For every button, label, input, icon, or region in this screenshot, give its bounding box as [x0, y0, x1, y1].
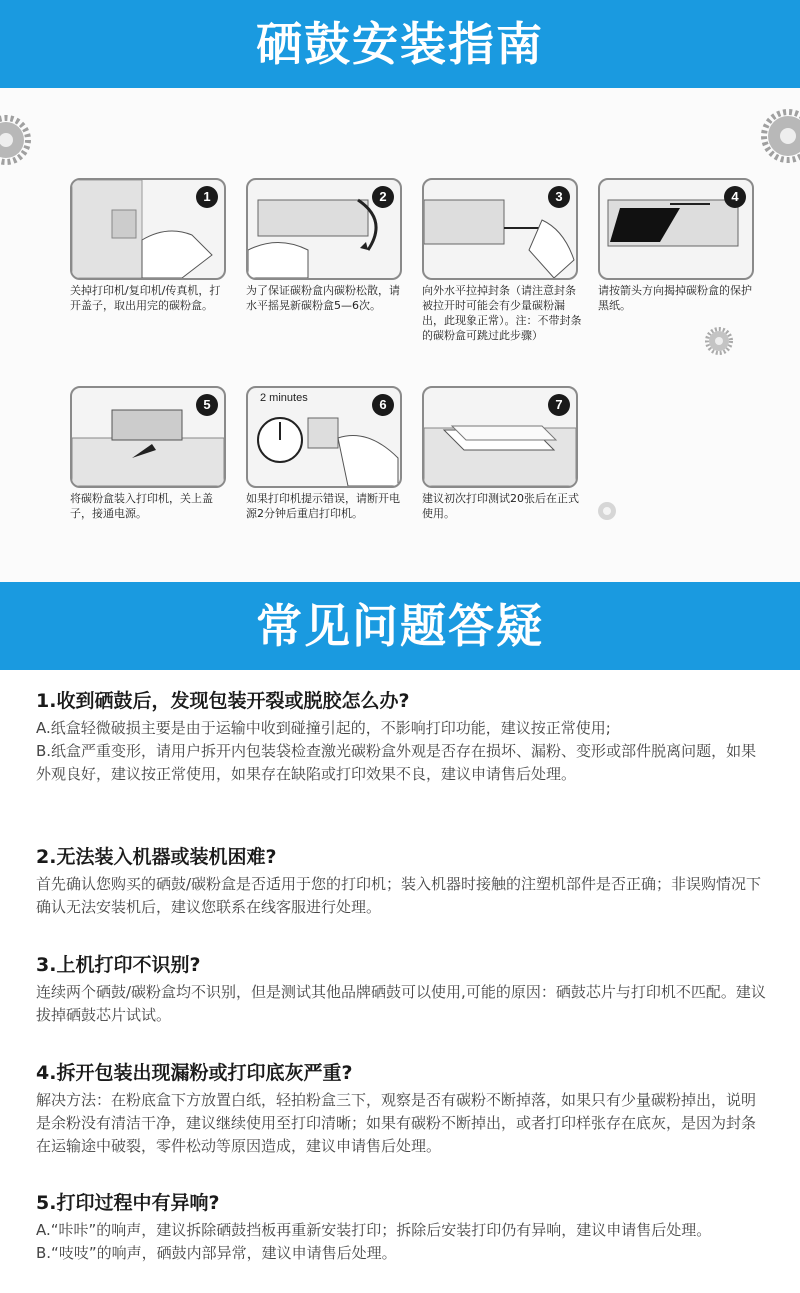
faq-banner	[0, 582, 800, 670]
step-5-caption: 将碳粉盒装入打印机，关上盖子，接通电源。	[70, 492, 213, 520]
faq-question: 1.收到硒鼓后，发现包装开裂或脱胶怎么办?	[36, 690, 410, 712]
faq-item-3	[36, 952, 768, 1027]
step-6-caption: 如果打印机提示错误，请断开电源2分钟后重启打印机。	[246, 492, 400, 520]
gear-decoration-icon	[0, 110, 32, 170]
faq-answer: 解决方法：在粉底盒下方放置白纸，轻拍粉盒三下，观察是否有碳粉不断掉落，如果只有少量碳粉掉出，说明是余粉没有清洁干净，建议继续使用至打印清晰；如果有碳粉不断掉出，或者打印样张存在底灰，是因为封条在运输途中破裂，零件松动等原因造成，建议申请售后处理。	[36, 1091, 757, 1155]
step-2-illustration	[246, 178, 402, 280]
step-6-illustration	[246, 386, 402, 488]
step-1-illustration	[70, 178, 226, 280]
step-number-badge: 3	[548, 186, 570, 208]
step-2-caption: 为了保证碳粉盒内碳粉松散，请水平摇晃新碳粉盒5—6次。	[246, 284, 400, 312]
faq-item-4	[36, 1060, 768, 1158]
faq-item-1	[36, 688, 768, 786]
faq-answer: 连续两个硒鼓/碳粉盒均不识别，但是测试其他品牌硒鼓可以使用,可能的原因：硒鼓芯片与打印机不匹配。建议拔掉硒鼓芯片试试。	[36, 983, 766, 1024]
step-number-badge: 5	[196, 394, 218, 416]
faq-answer: B.“吱吱”的响声，硒鼓内部异常，建议申请售后处理。	[36, 1244, 397, 1262]
two-minutes-label: 2 minutes	[260, 392, 308, 404]
faq-answer: B.纸盒严重变形，请用户拆开内包装袋检查激光碳粉盒外观是否存在损坏、漏粉、变形或部件脱离问题，如果外观良好，建议按正常使用，如果存在缺陷或打印效果不良，建议申请售后处理。	[36, 742, 757, 783]
step-4-illustration	[598, 178, 754, 280]
faq-question: 2.无法装入机器或装机困难?	[36, 846, 277, 868]
step-1-caption: 关掉打印机/复印机/传真机，打开盖子，取出用完的碳粉盒。	[70, 284, 221, 312]
faq-answer: 首先确认您购买的硒鼓/碳粉盒是否适用于您的打印机；装入机器时接触的注塑机部件是否正确；非误购情况下确认无法安装机后，建议您联系在线客服进行处理。	[36, 875, 762, 916]
step-5-illustration	[70, 386, 226, 488]
install-steps-section	[0, 88, 800, 582]
install-guide-banner	[0, 0, 800, 88]
step-3-caption: 向外水平拉掉封条（请注意封条被拉开时可能会有少量碳粉漏出，此现象正常）。注：不带封条的碳粉盒可跳过此步骤）	[422, 284, 582, 342]
gear-decoration-icon	[758, 106, 800, 166]
faq-question: 3.上机打印不识别?	[36, 954, 201, 976]
install-guide-title: 硒鼓安装指南	[256, 17, 544, 71]
faq-item-2	[36, 844, 768, 919]
faq-answer: A.纸盒轻微破损主要是由于运输中收到碰撞引起的，不影响打印功能，建议按正常使用;	[36, 719, 611, 737]
faq-question: 5.打印过程中有异响?	[36, 1192, 220, 1214]
faq-answer: A.“咔咔”的响声，建议拆除硒鼓挡板再重新安装打印；拆除后安装打印仍有异响，建议申请售后处理。	[36, 1221, 712, 1239]
step-number-badge: 2	[372, 186, 394, 208]
faq-item-5	[36, 1190, 768, 1265]
step-number-badge: 7	[548, 394, 570, 416]
gear-decoration-icon	[594, 498, 620, 524]
step-3-illustration	[422, 178, 578, 280]
step-7-illustration	[422, 386, 578, 488]
step-number-badge: 6	[372, 394, 394, 416]
step-7-caption: 建议初次打印测试20张后在正式使用。	[422, 492, 579, 520]
step-4-caption: 请按箭头方向揭掉碳粉盒的保护黑纸。	[598, 284, 752, 312]
gear-decoration-icon	[704, 326, 734, 356]
step-number-badge: 4	[724, 186, 746, 208]
faq-question: 4.拆开包装出现漏粉或打印底灰严重?	[36, 1062, 353, 1084]
faq-title: 常见问题答疑	[256, 599, 544, 653]
step-number-badge: 1	[196, 186, 218, 208]
